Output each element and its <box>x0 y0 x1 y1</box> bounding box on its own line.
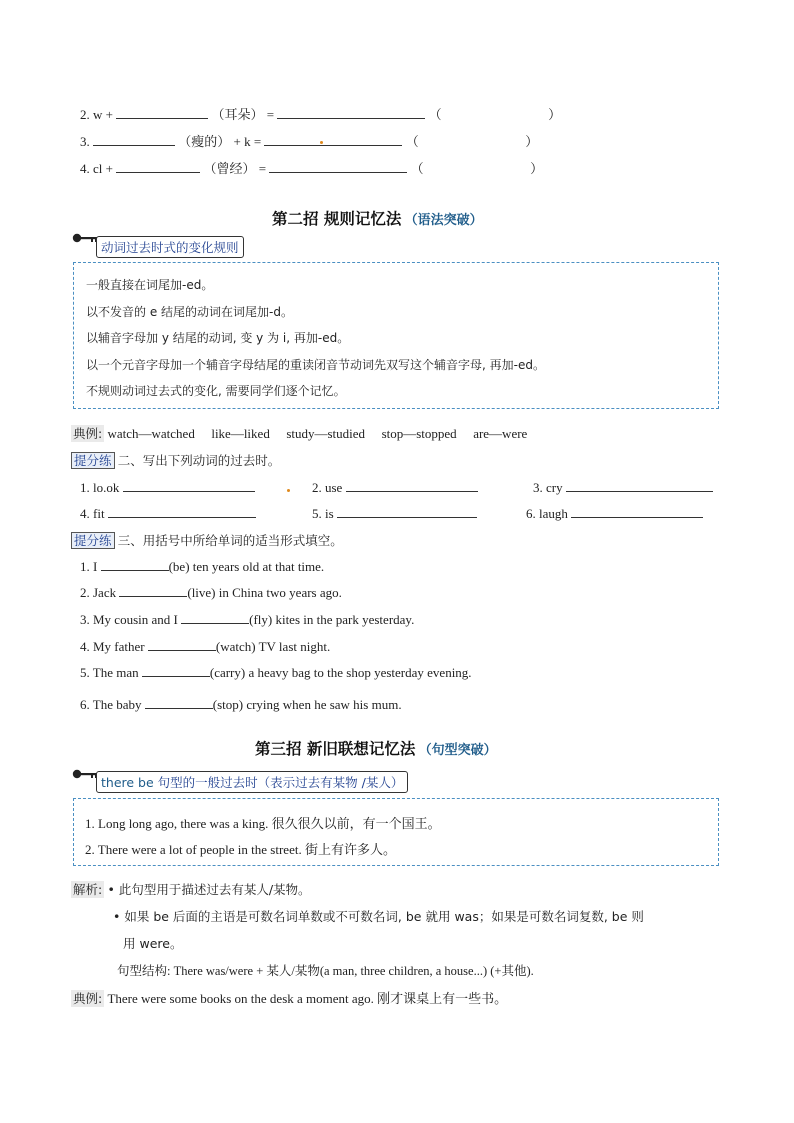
key-icon <box>72 232 98 244</box>
ex3-item <box>80 696 402 713</box>
example-2 <box>71 988 507 1007</box>
stray-dot <box>320 141 323 144</box>
analysis-point: • 如果 be 后面的主语是可数名词单数或不可数名词, be 就用 was；如果是可数名词复数, be 则 <box>113 909 644 924</box>
item-word: 2. use <box>312 480 343 495</box>
hint-text: （耳朵） <box>211 108 264 123</box>
there-be-example: 1. Long long ago, there was a king. 很久很久以前，有一个国王。 <box>85 816 441 831</box>
answer-blank[interactable] <box>566 479 713 492</box>
sentence-end: (stop) crying when he saw his mum. <box>212 697 402 712</box>
section-subtitle: （语法突破） <box>404 213 483 228</box>
verb-pair: watch—watched <box>107 426 195 441</box>
there-be-desc: 句型的一般过去时（表示过去有某物 /某人） <box>153 775 404 790</box>
verb-pair: stop—stopped <box>381 426 457 441</box>
sentence-end: (carry) a heavy bag to the shop yesterday evening. <box>209 665 472 680</box>
answer-blank[interactable] <box>277 106 425 119</box>
exercise-3-heading <box>71 531 343 549</box>
item-word: 1. lo.ok <box>80 480 120 495</box>
sentence-end: (watch) TV last night. <box>215 639 331 654</box>
answer-blank[interactable] <box>148 638 216 651</box>
item-number: 3. <box>80 134 90 149</box>
practice-label: 提分练 <box>71 532 115 549</box>
verb-pair: study—studied <box>286 426 366 441</box>
example-sentence: There were some books on the desk a moment ago. 刚才课桌上有一些书。 <box>107 991 508 1006</box>
analysis-point: • 此句型用于描述过去有某人/某物。 <box>107 882 311 897</box>
ex2-item <box>526 505 703 522</box>
answer-blank[interactable] <box>269 160 407 173</box>
ex2-item <box>80 505 256 522</box>
analysis-label: 解析: <box>73 882 103 897</box>
ex3-item <box>80 664 472 681</box>
key-icon <box>72 768 98 780</box>
item-word: 4. fit <box>80 506 105 521</box>
sentence-start: 3. My cousin and I <box>80 612 178 627</box>
exercise-title: 三、用括号中所给单词的适当形式填空。 <box>117 533 343 548</box>
verb-pair: like—liked <box>211 426 270 441</box>
section-title: 第二招 规则记忆法 <box>272 210 402 228</box>
ex2-item <box>312 505 477 522</box>
vocab-item-4 <box>80 158 543 177</box>
item-word: 3. cry <box>533 480 563 495</box>
verb-pair: are—were <box>473 426 528 441</box>
paren-open: （ <box>405 135 419 150</box>
hint-text: （曾经） <box>203 162 256 177</box>
there-be-term: there be <box>101 775 154 790</box>
answer-blank[interactable] <box>337 505 477 518</box>
exercise-2-heading <box>71 451 280 469</box>
rule-item: 一般直接在词尾加-ed。 <box>86 278 214 292</box>
vocab-item-2 <box>80 104 561 123</box>
word-prefix: w + <box>93 107 113 122</box>
rule-item: 以不发音的 e 结尾的动词在词尾加-d。 <box>86 305 293 319</box>
exercise-title: 二、写出下列动词的过去时。 <box>117 453 281 468</box>
stray-dot <box>287 489 290 492</box>
example-label: 典例: <box>73 991 103 1006</box>
analysis-point-cont: 用 were。 <box>123 936 183 951</box>
equals-sign: = <box>258 161 267 176</box>
sentence-end: (be) ten years old at that time. <box>168 559 325 574</box>
answer-blank[interactable] <box>181 611 249 624</box>
ex3-item <box>80 611 414 628</box>
equals-sign: = <box>266 107 275 122</box>
section-title: 第三招 新旧联想记忆法 <box>255 740 416 758</box>
sentence-start: 4. My father <box>80 639 145 654</box>
hint-text: （瘦的） <box>178 135 231 150</box>
answer-blank[interactable] <box>571 505 703 518</box>
paren-open: （ <box>428 108 442 123</box>
sentence-start: 5. The man <box>80 665 139 680</box>
ex3-item <box>80 638 330 655</box>
word-suffix: + k = <box>233 134 262 149</box>
paren-close: ） <box>548 108 562 123</box>
answer-blank[interactable] <box>101 558 169 571</box>
sentence-start: 1. I <box>80 559 98 574</box>
answer-blank[interactable] <box>145 696 213 709</box>
sentence-structure: 句型结构: There was/were + 某人/某物(a man, three children, a house...) (+其他). <box>117 964 534 978</box>
item-number: 4. <box>80 161 90 176</box>
answer-blank[interactable] <box>93 133 175 146</box>
sentence-end: (live) in China two years ago. <box>187 585 342 600</box>
ex2-item <box>312 479 478 496</box>
paren-close: ） <box>525 135 539 150</box>
rule-label: 动词过去时式的变化规则 <box>96 236 244 258</box>
rule-item: 以辅音字母加 y 结尾的动词, 变 y 为 i, 再加-ed。 <box>86 331 350 345</box>
ex3-item <box>80 584 342 601</box>
paren-open: （ <box>410 162 424 177</box>
section-2-heading <box>272 207 483 229</box>
answer-blank[interactable] <box>108 505 256 518</box>
rule-item: 不规则动词过去式的变化, 需要同学们逐个记忆。 <box>86 384 346 398</box>
paren-close: ） <box>530 162 544 177</box>
practice-label: 提分练 <box>71 452 115 469</box>
item-number: 2. <box>80 107 90 122</box>
section-subtitle: （句型突破） <box>418 743 497 758</box>
there-be-label <box>96 771 408 793</box>
answer-blank[interactable] <box>142 664 210 677</box>
answer-blank[interactable] <box>119 584 187 597</box>
answer-blank[interactable] <box>123 479 255 492</box>
vocab-item-3 <box>80 131 538 150</box>
section-3-heading <box>255 737 497 759</box>
example-1 <box>71 424 527 442</box>
answer-blank[interactable] <box>116 106 208 119</box>
ex2-item <box>80 479 255 496</box>
there-be-example: 2. There were a lot of people in the street. 街上有许多人。 <box>85 842 396 857</box>
sentence-start: 6. The baby <box>80 697 142 712</box>
item-word: 6. laugh <box>526 506 568 521</box>
answer-blank[interactable] <box>264 133 402 146</box>
ex2-item <box>533 479 713 496</box>
sentence-end: (fly) kites in the park yesterday. <box>249 612 415 627</box>
answer-blank[interactable] <box>346 479 478 492</box>
item-word: 5. is <box>312 506 334 521</box>
word-prefix: cl + <box>93 161 113 176</box>
sentence-start: 2. Jack <box>80 585 117 600</box>
answer-blank[interactable] <box>116 160 200 173</box>
example-label: 典例: <box>73 426 103 441</box>
analysis-line-1 <box>71 880 311 898</box>
ex3-item <box>80 558 324 575</box>
rule-item: 以一个元音字母加一个辅音字母结尾的重读闭音节动词先双写这个辅音字母, 再加-ed。 <box>86 358 545 372</box>
